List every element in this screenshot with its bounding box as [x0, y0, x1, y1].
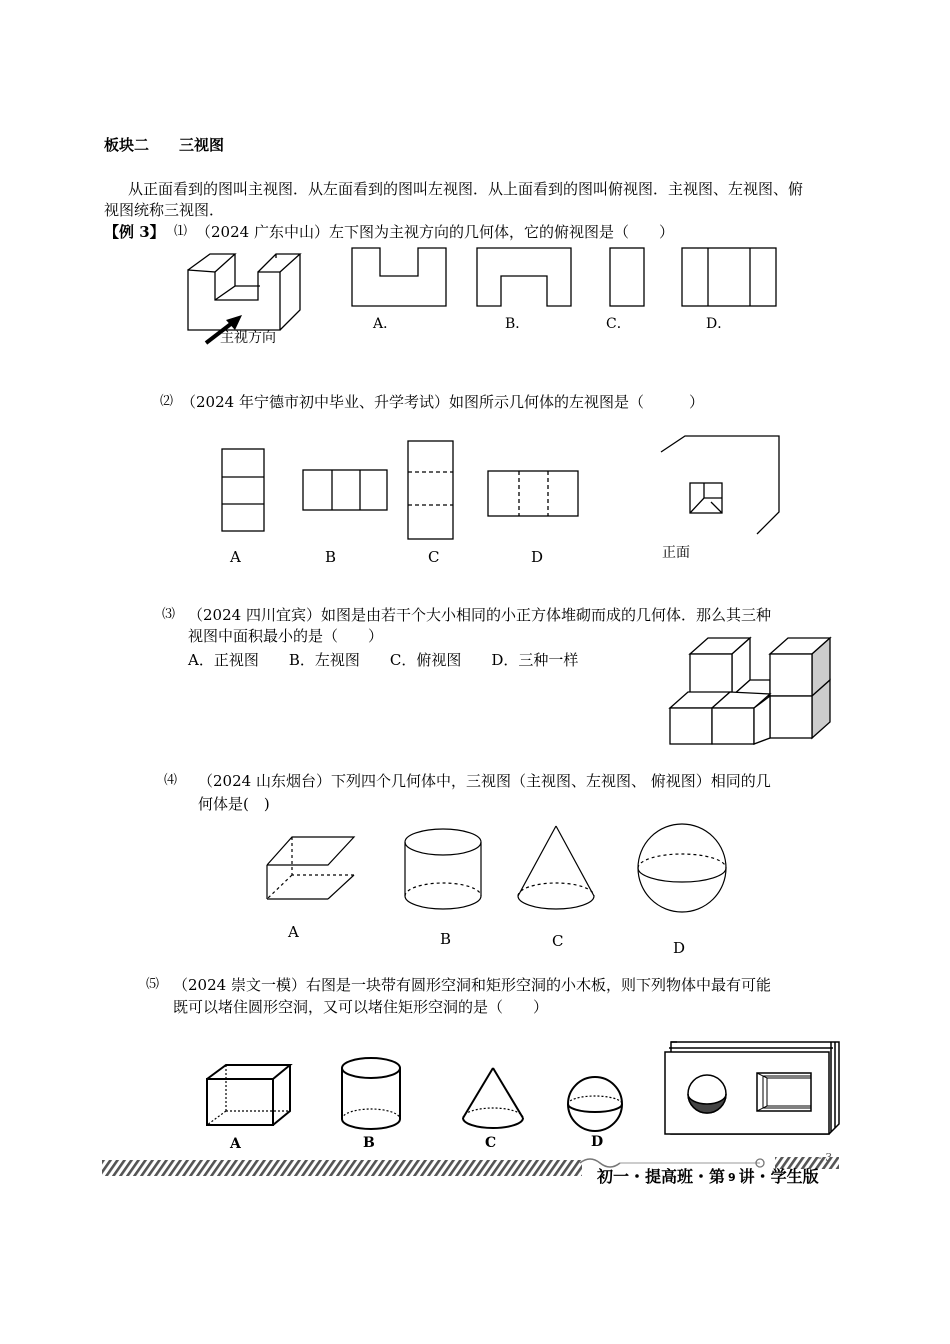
q3-choices: A．正视图 B．左视图 C．俯视图 D．三种一样 [188, 651, 579, 669]
q5-option-a-label: A [230, 1136, 241, 1152]
q5-board-figure [663, 1040, 845, 1140]
q1-option-b-label: B． [505, 316, 530, 332]
q5-text-line-1: （2024 崇文一模）右图是一块带有圆形空洞和矩形空洞的小木板，则下列物体中最有可能 [173, 976, 771, 994]
q2-option-a-label: A [230, 548, 241, 566]
q4-option-d-label: D [673, 939, 686, 957]
example-tag: 【例 3】 [104, 223, 165, 241]
q2-option-b-label: B [325, 548, 337, 566]
front-label: 正面 [662, 545, 690, 561]
footer-text-part-1: 初一・提高班・第 [597, 1167, 726, 1186]
q1-option-c-figure [608, 246, 648, 310]
q5-option-a-figure [204, 1063, 294, 1129]
q3-number: ⑶ [162, 607, 176, 622]
q5-option-b-label: B [363, 1135, 375, 1151]
q2-text: （2024 年宁德市初中毕业、升学考试）如图所示几何体的左视图是（ ） [181, 393, 704, 411]
q4-option-a-figure [262, 835, 362, 905]
q5-option-d-label: D [591, 1134, 604, 1150]
q1-option-c-label: C． [606, 316, 631, 332]
q4-option-c-label: C [552, 932, 564, 950]
q5-option-c-label: C [485, 1135, 497, 1151]
intro-line-1: 从正面看到的图叫主视图．从左面看到的图叫左视图．从上面看到的图叫俯视图．主视图、左视图、俯 [128, 180, 804, 198]
q2-option-d-figure [486, 469, 582, 519]
q4-option-a-label: A [288, 923, 299, 941]
q4-option-c-figure [514, 822, 598, 914]
q1-option-a-figure [350, 246, 450, 310]
intro-line-2: 视图统称三视图． [104, 201, 225, 219]
q2-option-c-figure [406, 439, 456, 543]
footer-text [597, 1164, 819, 1187]
q3-text-line-1: （2024 四川宜宾）如图是由若干个大小相同的小正方体堆砌而成的几何体．那么其三种 [188, 606, 771, 624]
q4-option-b-label: B [440, 930, 452, 948]
q2-option-a-figure [220, 447, 268, 535]
section-title: 板块二 [104, 136, 150, 154]
q5-text-line-2: 既可以堵住圆形空洞，又可以堵住矩形空洞的是（ ） [173, 998, 549, 1016]
q3-text-line-2: 视图中面积最小的是（ ） [188, 627, 384, 645]
q5-option-c-figure [459, 1065, 527, 1133]
q5-option-d-figure [565, 1074, 629, 1136]
q4-text-line-2: 何体是( ) [198, 795, 270, 813]
q4-option-d-figure [634, 822, 730, 914]
direction-label: 主视方向 [220, 330, 276, 346]
lecture-number: 9 [728, 1171, 736, 1184]
q1-option-b-figure [475, 246, 575, 310]
q1-option-d-figure [680, 246, 780, 310]
q4-option-b-figure [402, 826, 486, 918]
q5-number: ⑸ [146, 977, 160, 992]
q2-solid-figure [655, 430, 785, 540]
q2-option-b-figure [301, 468, 391, 514]
q1-number: ⑴ [174, 224, 188, 239]
q2-option-c-label: C [428, 548, 440, 566]
q5-option-b-figure [338, 1055, 406, 1135]
q2-option-d-label: D [531, 548, 544, 566]
footer-hatch-bar [102, 1160, 592, 1178]
q1-option-a-label: A． [373, 316, 398, 332]
footer-text-part-2: 讲・学生版 [738, 1167, 819, 1186]
q4-text-line-1: （2024 山东烟台）下列四个几何体中，三视图（主视图、左视图、 俯视图）相同的几 [198, 772, 771, 790]
q3-cubes-figure [668, 636, 838, 748]
page-number: - 3 - [818, 1151, 840, 1164]
q4-number: ⑷ [164, 773, 178, 788]
section-subtitle: 三视图 [179, 136, 225, 154]
q1-option-d-label: D． [706, 316, 732, 332]
q1-text: （2024 广东中山）左下图为主视方向的几何体，它的俯视图是（ ） [196, 223, 674, 241]
q2-number: ⑵ [160, 394, 174, 409]
